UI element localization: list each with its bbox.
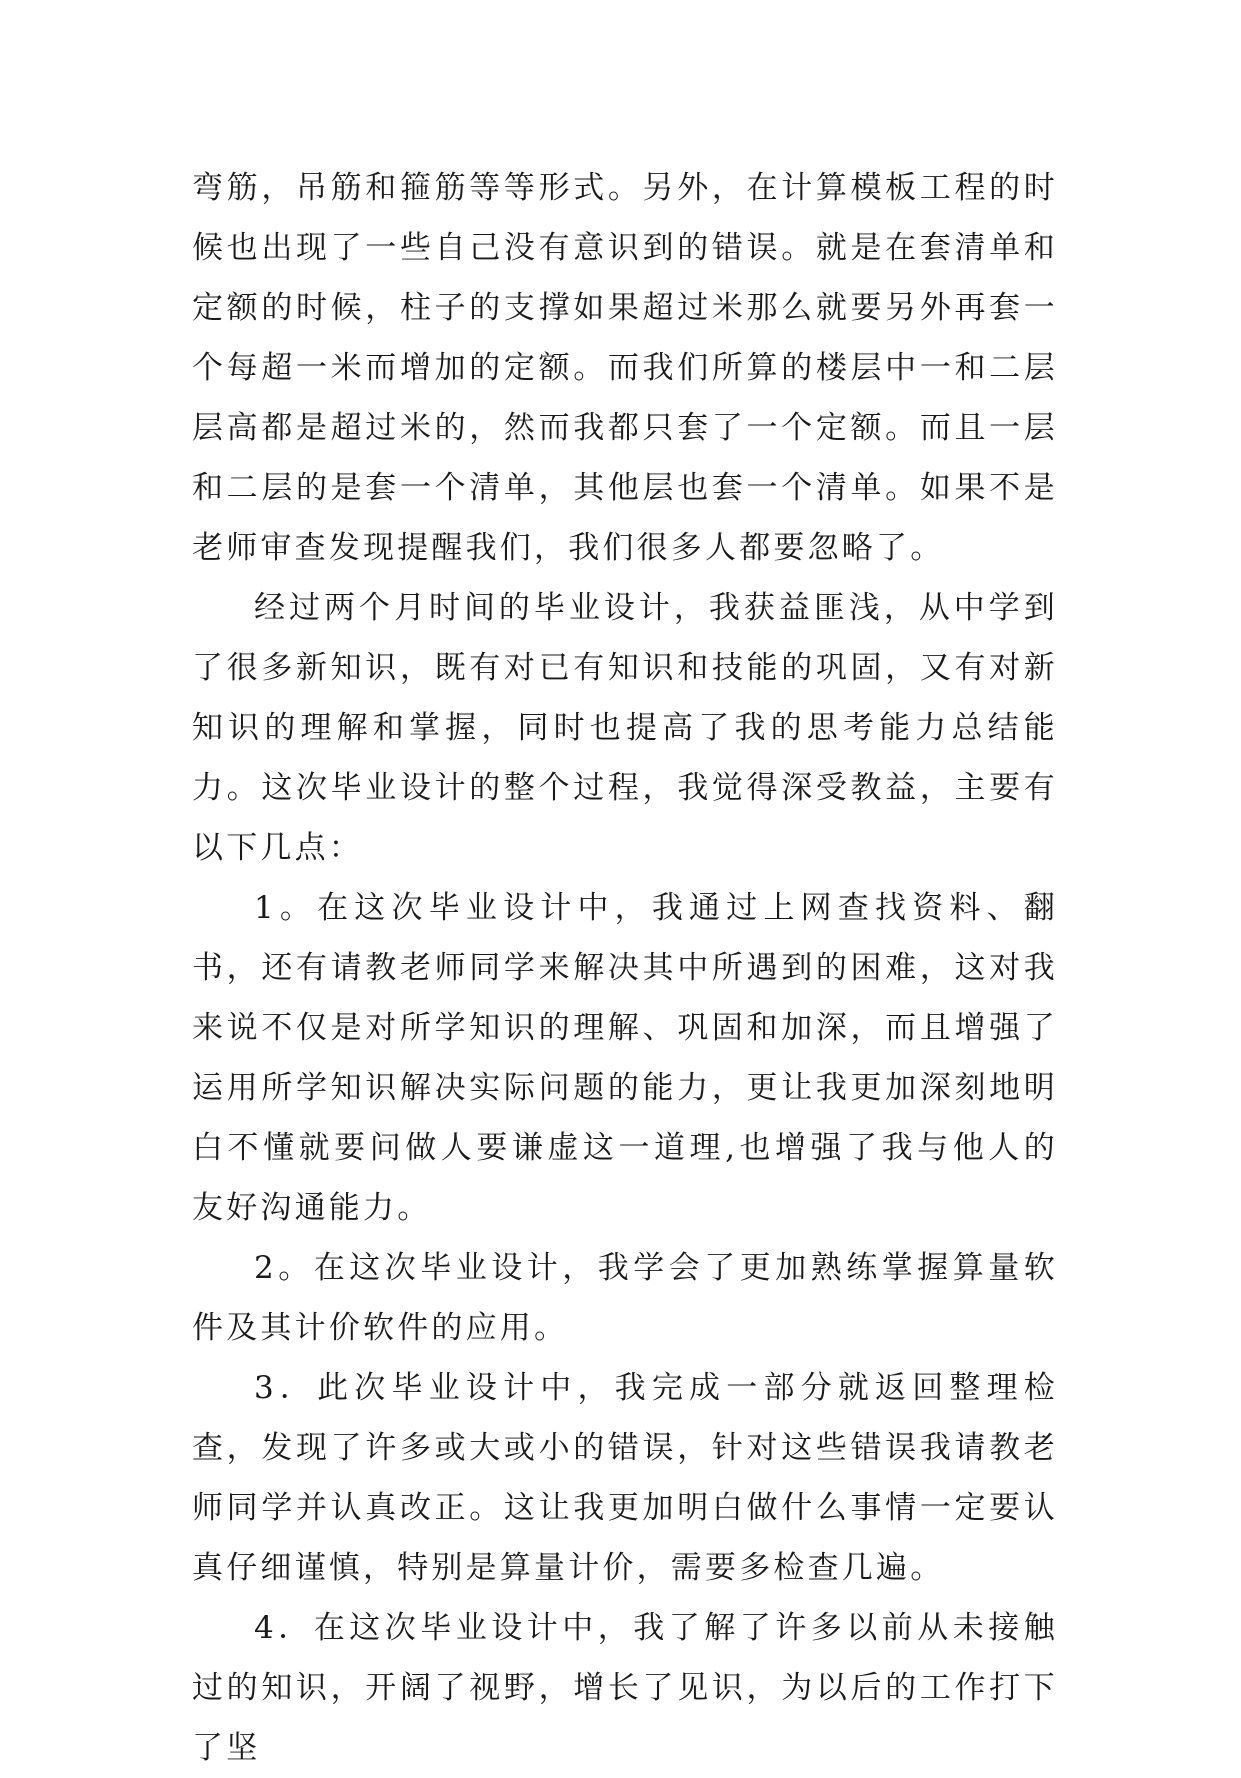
paragraph-point-4: 4．在这次毕业设计中，我了解了许多以前从未接触过的知识，开阔了视野，增长了见识，为以后的工作打下了坚 [192,1610,1058,1766]
paragraph-summary: 经过两个月时间的毕业设计，我获益匪浅，从中学到了很多新知识，既有对已有知识和技能的巩固，又有对新知识的理解和掌握，同时也提高了我的思考能力总结能力。这次毕业设计的整个过程，我觉得深受教益，主要有以下几点： [192,590,1058,866]
paragraph-point-2: 2。在这次毕业设计，我学会了更加熟练掌握算量软件及其计价软件的应用。 [192,1250,1058,1346]
paragraph-point-1: 1。在这次毕业设计中，我通过上网查找资料、翻书，还有请教老师同学来解决其中所遇到的困难，这对我来说不仅是对所学知识的理解、巩固和加深，而且增强了运用所学知识解决实际问题的能力，更让我更加深刻地明白不懂就要问做人要谦虚这一道理,也增强了我与他人的友好沟通能力。 [192,890,1058,1226]
document-body [192,158,1058,1778]
paragraph-continuation: 弯筋，吊筋和箍筋等等形式。另外，在计算模板工程的时候也出现了一些自己没有意识到的错误。就是在套清单和定额的时候，柱子的支撑如果超过米那么就要另外再套一个每超一米而增加的定额。而我们所算的楼层中一和二层层高都是超过米的，然而我都只套了一个定额。而且一层和二层的是套一个清单，其他层也套一个清单。如果不是老师审查发现提醒我们，我们很多人都要忽略了。 [192,170,1058,566]
paragraph-point-3: 3．此次毕业设计中，我完成一部分就返回整理检查，发现了许多或大或小的错误，针对这些错误我请教老师同学并认真改正。这让我更加明白做什么事情一定要认真仔细谨慎，特别是算量计价，需要多检查几遍。 [192,1370,1058,1586]
